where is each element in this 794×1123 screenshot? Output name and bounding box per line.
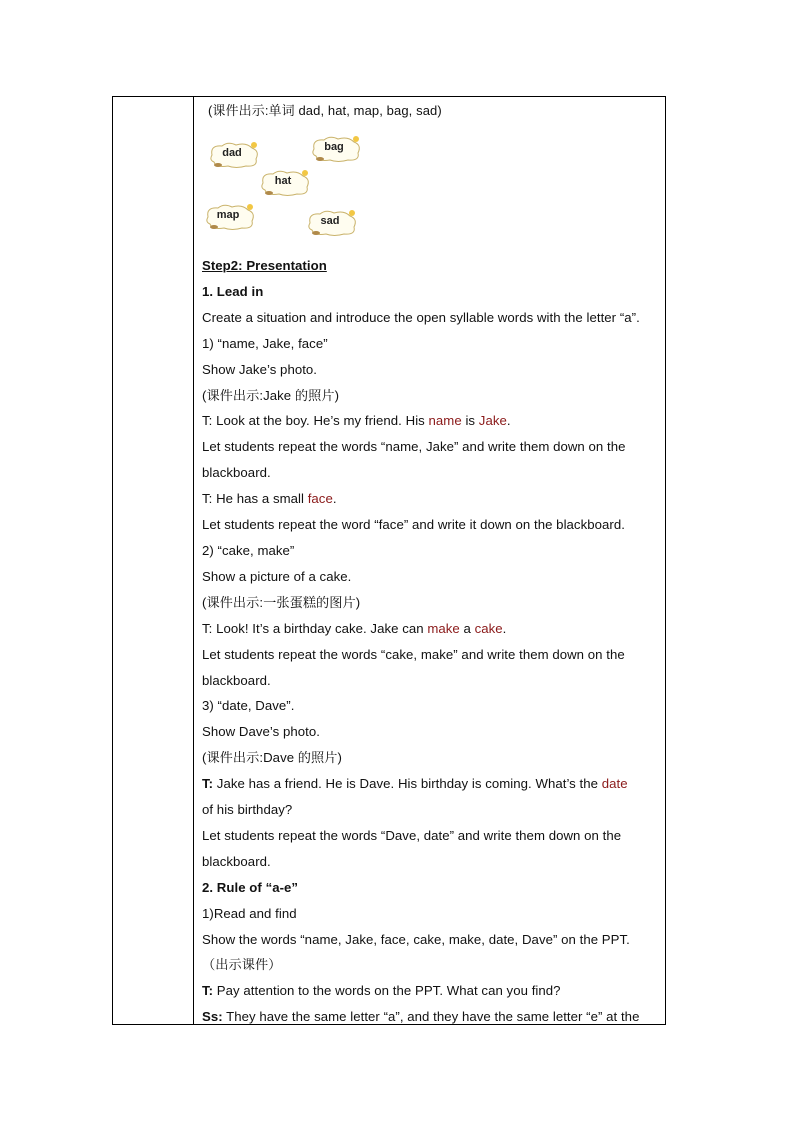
part3-heading: 3) “date, Dave”. [202,698,295,714]
part2-repeat-line: Let students repeat the words “cake, make” and write them down on the [202,646,625,662]
lead-in-heading: 1. Lead in [202,283,264,299]
word-card-hat: hat [259,167,313,197]
part2-show: Show a picture of a cake. [202,568,352,584]
part1-heading: 1) “name, Jake, face” [202,335,328,351]
part3-repeat-cont: blackboard. [202,853,271,869]
part2-teacher-line: T: Look! It’s a birthday cake. Jake can make a cake. [202,620,507,636]
part3-show: Show Dave’s photo. [202,724,320,740]
word-card-bag: bag [310,133,364,163]
lead-in-intro: Create a situation and introduce the open syllable words with the letter “a”. [202,309,640,325]
word-card-map: map [204,201,258,231]
part1-repeat-cont: blackboard. [202,465,271,481]
part3-repeat-line: Let students repeat the words “Dave, date” and write them down on the [202,827,622,843]
part3-teacher-cont: of his birthday? [202,802,293,818]
part2-heading: 2) “cake, make” [202,542,295,558]
column-divider [193,97,194,1024]
lesson-content [202,101,664,1030]
courseware-words-note: (课件出示:单词 dad, hat, map, bag, sad) [208,103,442,118]
rule-students-line: Ss: They have the same letter “a”, and they have the same letter “e” at the [202,1009,640,1025]
lesson-table [112,96,666,1025]
rule-show: Show the words “name, Jake, face, cake, make, date, Dave” on the PPT. [202,931,630,947]
rule-subheading: 1)Read and find [202,905,297,921]
part2-repeat-cont: blackboard. [202,672,271,688]
part2-courseware: (课件出示:一张蛋糕的图片) [202,594,361,610]
word-card-dad: dad [208,139,262,169]
step2-heading: Step2: Presentation [202,258,327,273]
rule-heading: 2. Rule of “a-e” [202,879,299,895]
word-card-sad: sad [306,207,360,237]
rule-teacher-line: T: Pay attention to the words on the PPT. What can you find? [202,983,561,999]
part1-show: Show Jake’s photo. [202,361,318,377]
part3-courseware: (课件出示:Dave 的照片) [202,750,342,766]
rule-courseware: （出示课件） [202,957,282,973]
part1-teacher-line1: T: Look at the boy. He’s my friend. His name is Jake. [202,413,511,429]
part3-teacher-line: T: Jake has a friend. He is Dave. His birthday is coming. What’s the date [202,776,628,792]
part1-teacher-line2: T: He has a small face. [202,491,337,507]
word-cards-image [202,127,664,253]
part1-repeat-line: Let students repeat the words “name, Jake” and write them down on the [202,439,626,455]
part1-courseware: (课件出示:Jake 的照片) [202,387,340,403]
part1-repeat2: Let students repeat the word “face” and write it down on the blackboard. [202,517,625,533]
